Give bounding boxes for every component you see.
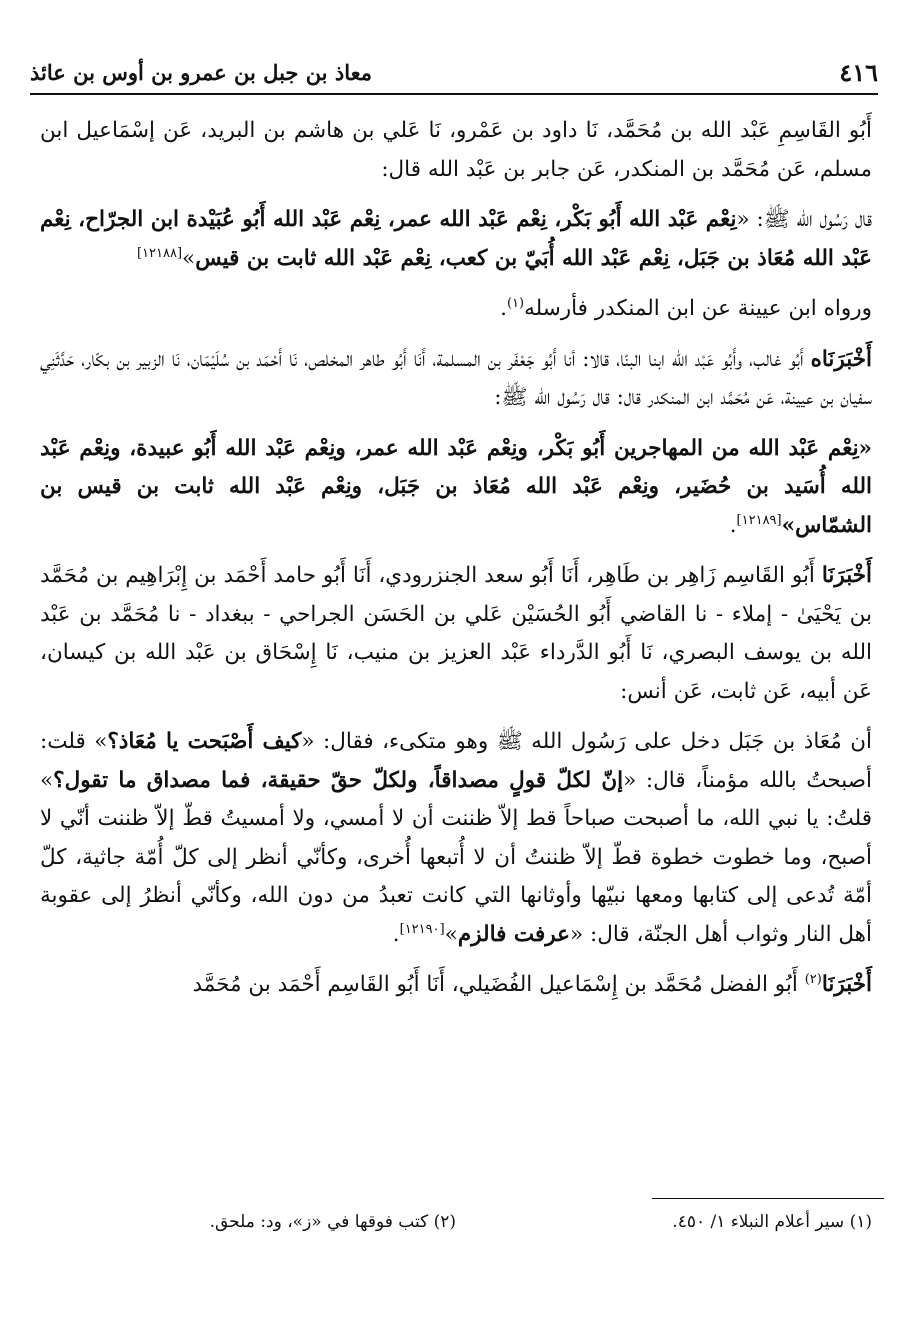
footnote-rule (652, 1198, 884, 1199)
text-segment: أَبُو غالب، وأَبُو عَبْد الله ابنا البنّا، قالا: أنا أَبُو جَعْفَر بن المسلمة، أَنَا أَبُو طاهر المخلص، نَا أَحْمَد بن سُلَيْمَان، نَا الزبير بن بكّار، حَدَّثَنِي سفيان بن عيينة، عَن مُحَمَّد ابن المنكدر قال: قال رَسُول الله ﷺ: (40, 346, 872, 410)
bold-text: «نِعْم عَبْد الله من المهاجرين أَبُو بَكْر، ونِعْم عَبْد الله عمر، ونِعْم عَبْد الله أَبُو عبيدة، ونِعْم عَبْد الله أُسَيد بن حُضَير، ونِعْم عَبْد الله مُعَاذ بن جَبَل، ونِعْم عَبْد الله ثابت بن قيس بن الشمّاس» (40, 435, 872, 538)
paragraph (40, 112, 872, 189)
paragraph (40, 966, 872, 1005)
bold-text: إنّ لكلّ قولٍ مصداقاً، ولكلّ حقّ حقيقة، فما مصداق ما تقول؟ (53, 767, 624, 793)
bold-text: أَخْبَرَنَا (821, 563, 872, 588)
running-header (30, 52, 878, 92)
reference-marker: [١٢١٨٩] (736, 512, 782, 528)
text-segment: أَبُو الفضل مُحَمَّد بن إِسْمَاعيل الفُضَيلي، أَنَا أَبُو القَاسِم أَحْمَد بن مُحَمَّد (192, 972, 805, 997)
reference-marker: [١٢١٩٠] (399, 921, 445, 937)
footnote-2: (٢) كتب فوقها في «ز»، ود: ملحق. (209, 1212, 456, 1232)
paragraph (40, 290, 872, 329)
paragraph (40, 430, 872, 546)
paragraph (40, 557, 872, 711)
text-segment: » (444, 921, 458, 947)
text-segment: . (392, 921, 400, 947)
footnote-1: (١) سير أعلام النبلاء ١/ ٤٥٠. (672, 1212, 872, 1232)
text-segment: أَبُو القَاسِم زَاهِر بن طَاهِر، أَنَا أَبُو سعد الجنزرودي، أَنَا أَبُو حامد أَحْمَد بن إِبْرَاهِيم بن مُحَمَّد بن يَحْيَىٰ - إملاء - نا القاضي أَبُو الحُسَيْن عَلي بن الحَسَن الجراحي - ببغداد - نا مُحَمَّد بن عَبْد الله بن يوسف البصري، نَا أَبُو الدَّرداء عَبْد العزيز بن منيب، نَا إِسْحَاق بن عَبْد الله بن كيسان، عَن أبيه، عَن ثابت، عَن أنس: (40, 563, 872, 704)
text-segment: . (500, 296, 507, 321)
text-segment: ورواه ابن عيينة عن ابن المنكدر فأرسله (524, 296, 872, 321)
text-segment: » قلتُ: يا نبي الله، ما أصبحت صباحاً قط إلاّ ظننت أن لا أمسي، ولا أمسيتُ قطّ إلاّ ظننت أنّي لا أصبح، وما خطوت خطوة قطّ إلاّ ظننتُ أن لا أُتبعها أُخرى، وكأنّي أنظر إلى كلّ أُمّة جاثية، كلّ أمّة تُدعى إلى كتابها ومعها نبيّها وأوثانها التي كانت تعبدُ من دون الله، وكأنّي أنظرُ إلى عقوبة أهل النار وثواب أهل الجنّة، قال: « (40, 767, 872, 947)
bold-text: أَخْبَرَنَا (821, 972, 872, 997)
text-segment: » (182, 245, 196, 271)
page-number: ٤١٦ (839, 57, 878, 87)
text-segment: . (729, 512, 737, 538)
bold-text: كيف أَصْبَحت يا مُعَاذ؟ (107, 729, 302, 754)
footnotes (40, 1207, 872, 1237)
text-segment: قال رَسُول الله ﷺ: « (736, 207, 872, 232)
header-title: معاذ بن جبل بن عمرو بن أوس بن عائذ (30, 59, 372, 85)
page-body (40, 112, 872, 1017)
bold-text: نِعْم عَبْد الله أَبُو بَكْر، نِعْم عَبْد الله عمر، نِعْم عَبْد الله أَبُو عُبَيْدة ابن الجرّاح، نِعْم عَبْد الله مُعَاذ بن جَبَل، نِعْم عَبْد الله أُبَيّ بن كعب، نِعْم عَبْد الله ثابت بن قيس (40, 207, 872, 271)
paragraph (40, 201, 872, 278)
reference-marker: (١) (506, 295, 525, 311)
bold-text: عرفت فالزم (457, 921, 570, 947)
paragraph (40, 723, 872, 954)
text-segment: أَبُو القَاسِمِ عَبْد الله بن مُحَمَّد، نَا داود بن عَمْرو، نَا عَلي بن هاشم بن البريد، عَن إسْمَاعيل ابن مسلم، عَن مُحَمَّد بن المنكدر، عَن جابر بن عَبْد الله قال: (40, 118, 872, 182)
paragraph (40, 341, 872, 418)
reference-marker: (٢) (804, 971, 822, 987)
text-segment: » قلت: أصبحتُ بالله مؤمناً، قال: « (40, 729, 872, 793)
bold-text: أَخْبَرَنَاه (810, 346, 872, 372)
text-segment: أن مُعَاذ بن جَبَل دخل على رَسُول الله ﷺ وهو متكىء، فقال: « (301, 729, 872, 754)
header-rule (30, 93, 878, 95)
reference-marker: [١٢١٨٨] (136, 245, 183, 261)
